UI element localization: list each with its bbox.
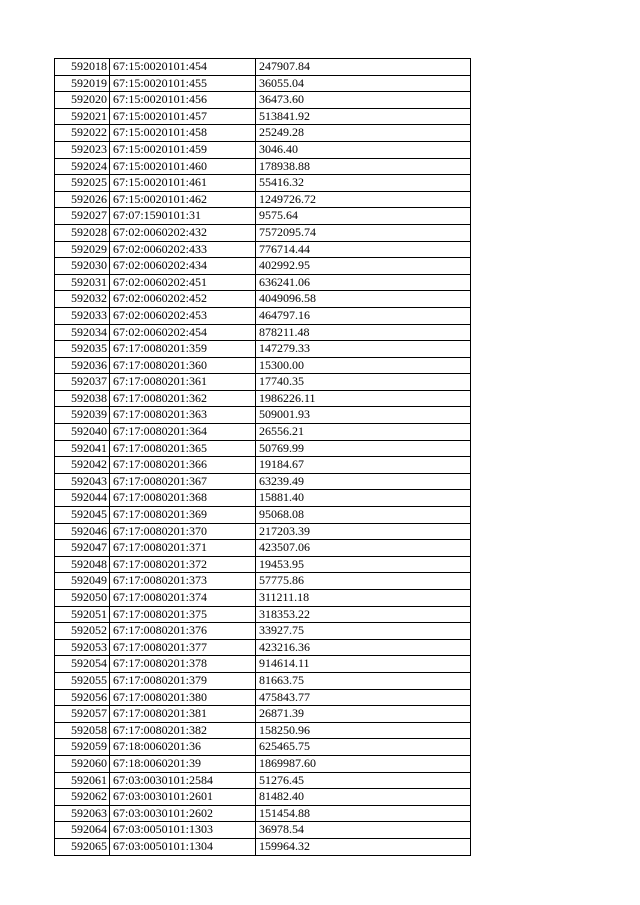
value-cell: 36473.60: [256, 92, 471, 109]
row-id-cell: 592018: [55, 59, 110, 76]
cadastral-code-cell: 67:17:0080201:373: [110, 573, 256, 590]
table-row: [55, 739, 471, 756]
table-row: [55, 258, 471, 275]
row-id-cell: 592023: [55, 141, 110, 158]
row-id-cell: 592048: [55, 556, 110, 573]
row-id-cell: 592039: [55, 407, 110, 424]
cadastral-code-cell: 67:03:0030101:2601: [110, 789, 256, 806]
cadastral-code-cell: 67:17:0080201:378: [110, 656, 256, 673]
value-cell: 36978.54: [256, 822, 471, 839]
value-cell: 247907.84: [256, 59, 471, 76]
row-id-cell: 592055: [55, 672, 110, 689]
table-row: [55, 341, 471, 358]
value-cell: 81663.75: [256, 672, 471, 689]
row-id-cell: 592024: [55, 158, 110, 175]
cadastral-code-cell: 67:17:0080201:365: [110, 440, 256, 457]
cadastral-code-cell: 67:17:0080201:363: [110, 407, 256, 424]
table-row: [55, 556, 471, 573]
table-row: [55, 473, 471, 490]
value-cell: 625465.75: [256, 739, 471, 756]
value-cell: 423507.06: [256, 540, 471, 557]
value-cell: 15881.40: [256, 490, 471, 507]
value-cell: 26871.39: [256, 706, 471, 723]
table-row: [55, 108, 471, 125]
value-cell: 95068.08: [256, 507, 471, 524]
table-row: [55, 274, 471, 291]
row-id-cell: 592046: [55, 523, 110, 540]
table-row: [55, 523, 471, 540]
value-cell: 81482.40: [256, 789, 471, 806]
value-cell: 217203.39: [256, 523, 471, 540]
row-id-cell: 592019: [55, 75, 110, 92]
table-row: [55, 490, 471, 507]
table-row: [55, 656, 471, 673]
table-row: [55, 291, 471, 308]
row-id-cell: 592049: [55, 573, 110, 590]
row-id-cell: 592058: [55, 722, 110, 739]
value-cell: 26556.21: [256, 424, 471, 441]
row-id-cell: 592041: [55, 440, 110, 457]
value-cell: 878211.48: [256, 324, 471, 341]
value-cell: 36055.04: [256, 75, 471, 92]
cadastral-code-cell: 67:17:0080201:366: [110, 457, 256, 474]
row-id-cell: 592026: [55, 191, 110, 208]
cadastral-code-cell: 67:15:0020101:454: [110, 59, 256, 76]
row-id-cell: 592051: [55, 606, 110, 623]
table-row: [55, 141, 471, 158]
row-id-cell: 592044: [55, 490, 110, 507]
row-id-cell: 592047: [55, 540, 110, 557]
cadastral-code-cell: 67:17:0080201:364: [110, 424, 256, 441]
table-row: [55, 440, 471, 457]
row-id-cell: 592025: [55, 175, 110, 192]
cadastral-code-cell: 67:02:0060202:453: [110, 307, 256, 324]
value-cell: 15300.00: [256, 357, 471, 374]
row-id-cell: 592040: [55, 424, 110, 441]
cadastral-code-cell: 67:15:0020101:462: [110, 191, 256, 208]
value-cell: 1249726.72: [256, 191, 471, 208]
row-id-cell: 592038: [55, 390, 110, 407]
row-id-cell: 592032: [55, 291, 110, 308]
table-row: [55, 224, 471, 241]
row-id-cell: 592054: [55, 656, 110, 673]
row-id-cell: 592020: [55, 92, 110, 109]
table-row: [55, 623, 471, 640]
table-row: [55, 805, 471, 822]
table-row: [55, 540, 471, 557]
cadastral-code-cell: 67:15:0020101:455: [110, 75, 256, 92]
row-id-cell: 592060: [55, 755, 110, 772]
value-cell: 17740.35: [256, 374, 471, 391]
cadastral-code-cell: 67:03:0050101:1303: [110, 822, 256, 839]
table-row: [55, 357, 471, 374]
cadastral-code-cell: 67:17:0080201:375: [110, 606, 256, 623]
table-row: [55, 838, 471, 855]
table-row: [55, 706, 471, 723]
table-row: [55, 307, 471, 324]
row-id-cell: 592053: [55, 639, 110, 656]
cadastral-code-cell: 67:17:0080201:368: [110, 490, 256, 507]
value-cell: 509001.93: [256, 407, 471, 424]
cadastral-code-cell: 67:02:0060202:433: [110, 241, 256, 258]
row-id-cell: 592062: [55, 789, 110, 806]
table-row: [55, 457, 471, 474]
value-cell: 464797.16: [256, 307, 471, 324]
cadastral-code-cell: 67:03:0030101:2602: [110, 805, 256, 822]
cadastral-code-cell: 67:15:0020101:458: [110, 125, 256, 142]
cadastral-code-cell: 67:02:0060202:451: [110, 274, 256, 291]
cadastral-code-cell: 67:15:0020101:461: [110, 175, 256, 192]
row-id-cell: 592045: [55, 507, 110, 524]
cadastral-code-cell: 67:17:0080201:362: [110, 390, 256, 407]
table-row: [55, 125, 471, 142]
cadastral-code-cell: 67:03:0050101:1304: [110, 838, 256, 855]
value-cell: 7572095.74: [256, 224, 471, 241]
value-cell: 513841.92: [256, 108, 471, 125]
value-cell: 475843.77: [256, 689, 471, 706]
cadastral-code-cell: 67:17:0080201:382: [110, 722, 256, 739]
cadastral-code-cell: 67:17:0080201:360: [110, 357, 256, 374]
row-id-cell: 592027: [55, 208, 110, 225]
row-id-cell: 592059: [55, 739, 110, 756]
row-id-cell: 592057: [55, 706, 110, 723]
row-id-cell: 592036: [55, 357, 110, 374]
row-id-cell: 592028: [55, 224, 110, 241]
value-cell: 311211.18: [256, 590, 471, 607]
table-row: [55, 92, 471, 109]
table-row: [55, 639, 471, 656]
cadastral-code-cell: 67:17:0080201:371: [110, 540, 256, 557]
cadastral-code-cell: 67:15:0020101:459: [110, 141, 256, 158]
value-cell: 178938.88: [256, 158, 471, 175]
value-cell: 318353.22: [256, 606, 471, 623]
table-row: [55, 407, 471, 424]
value-cell: 158250.96: [256, 722, 471, 739]
row-id-cell: 592029: [55, 241, 110, 258]
cadastral-code-cell: 67:17:0080201:369: [110, 507, 256, 524]
row-id-cell: 592033: [55, 307, 110, 324]
cadastral-code-cell: 67:17:0080201:380: [110, 689, 256, 706]
cadastral-code-cell: 67:17:0080201:376: [110, 623, 256, 640]
value-cell: 19453.95: [256, 556, 471, 573]
table-row: [55, 241, 471, 258]
cadastral-code-cell: 67:17:0080201:381: [110, 706, 256, 723]
row-id-cell: 592035: [55, 341, 110, 358]
table-row: [55, 672, 471, 689]
table-row: [55, 191, 471, 208]
cadastral-code-cell: 67:17:0080201:359: [110, 341, 256, 358]
cadastral-code-cell: 67:17:0080201:367: [110, 473, 256, 490]
cadastral-code-cell: 67:03:0030101:2584: [110, 772, 256, 789]
table-row: [55, 507, 471, 524]
value-cell: 147279.33: [256, 341, 471, 358]
cadastral-code-cell: 67:17:0080201:379: [110, 672, 256, 689]
value-cell: 151454.88: [256, 805, 471, 822]
row-id-cell: 592050: [55, 590, 110, 607]
cadastral-code-cell: 67:17:0080201:374: [110, 590, 256, 607]
value-cell: 3046.40: [256, 141, 471, 158]
value-cell: 776714.44: [256, 241, 471, 258]
cadastral-code-cell: 67:02:0060202:454: [110, 324, 256, 341]
table-row: [55, 789, 471, 806]
row-id-cell: 592030: [55, 258, 110, 275]
value-cell: 636241.06: [256, 274, 471, 291]
row-id-cell: 592065: [55, 838, 110, 855]
table-row: [55, 424, 471, 441]
row-id-cell: 592022: [55, 125, 110, 142]
value-cell: 1986226.11: [256, 390, 471, 407]
value-cell: 33927.75: [256, 623, 471, 640]
value-cell: 914614.11: [256, 656, 471, 673]
table-row: [55, 755, 471, 772]
cadastral-code-cell: 67:18:0060201:36: [110, 739, 256, 756]
table-row: [55, 590, 471, 607]
cadastral-code-cell: 67:15:0020101:456: [110, 92, 256, 109]
table-row: [55, 324, 471, 341]
table-body: [55, 59, 471, 856]
cadastral-code-cell: 67:15:0020101:457: [110, 108, 256, 125]
row-id-cell: 592061: [55, 772, 110, 789]
table-row: [55, 208, 471, 225]
table-row: [55, 822, 471, 839]
row-id-cell: 592043: [55, 473, 110, 490]
value-cell: 1869987.60: [256, 755, 471, 772]
table-row: [55, 689, 471, 706]
value-cell: 4049096.58: [256, 291, 471, 308]
value-cell: 402992.95: [256, 258, 471, 275]
row-id-cell: 592052: [55, 623, 110, 640]
table-row: [55, 772, 471, 789]
table-row: [55, 390, 471, 407]
table-row: [55, 374, 471, 391]
row-id-cell: 592034: [55, 324, 110, 341]
row-id-cell: 592042: [55, 457, 110, 474]
cadastral-code-cell: 67:02:0060202:434: [110, 258, 256, 275]
cadastral-code-cell: 67:17:0080201:361: [110, 374, 256, 391]
table-row: [55, 59, 471, 76]
row-id-cell: 592037: [55, 374, 110, 391]
cadastral-code-cell: 67:07:1590101:31: [110, 208, 256, 225]
cadastral-code-cell: 67:17:0080201:372: [110, 556, 256, 573]
value-cell: 55416.32: [256, 175, 471, 192]
value-cell: 9575.64: [256, 208, 471, 225]
table-row: [55, 158, 471, 175]
cadastral-code-cell: 67:15:0020101:460: [110, 158, 256, 175]
value-cell: 423216.36: [256, 639, 471, 656]
table-row: [55, 75, 471, 92]
row-id-cell: 592021: [55, 108, 110, 125]
row-id-cell: 592064: [55, 822, 110, 839]
table-row: [55, 175, 471, 192]
row-id-cell: 592031: [55, 274, 110, 291]
cadastral-code-cell: 67:17:0080201:370: [110, 523, 256, 540]
cadastral-code-cell: 67:02:0060202:432: [110, 224, 256, 241]
value-cell: 25249.28: [256, 125, 471, 142]
row-id-cell: 592063: [55, 805, 110, 822]
value-cell: 159964.32: [256, 838, 471, 855]
cadastral-code-cell: 67:02:0060202:452: [110, 291, 256, 308]
value-cell: 19184.67: [256, 457, 471, 474]
value-cell: 57775.86: [256, 573, 471, 590]
value-cell: 63239.49: [256, 473, 471, 490]
value-cell: 50769.99: [256, 440, 471, 457]
table-row: [55, 573, 471, 590]
row-id-cell: 592056: [55, 689, 110, 706]
data-table: [54, 58, 471, 856]
cadastral-code-cell: 67:17:0080201:377: [110, 639, 256, 656]
table-row: [55, 606, 471, 623]
value-cell: 51276.45: [256, 772, 471, 789]
cadastral-code-cell: 67:18:0060201:39: [110, 755, 256, 772]
table-row: [55, 722, 471, 739]
